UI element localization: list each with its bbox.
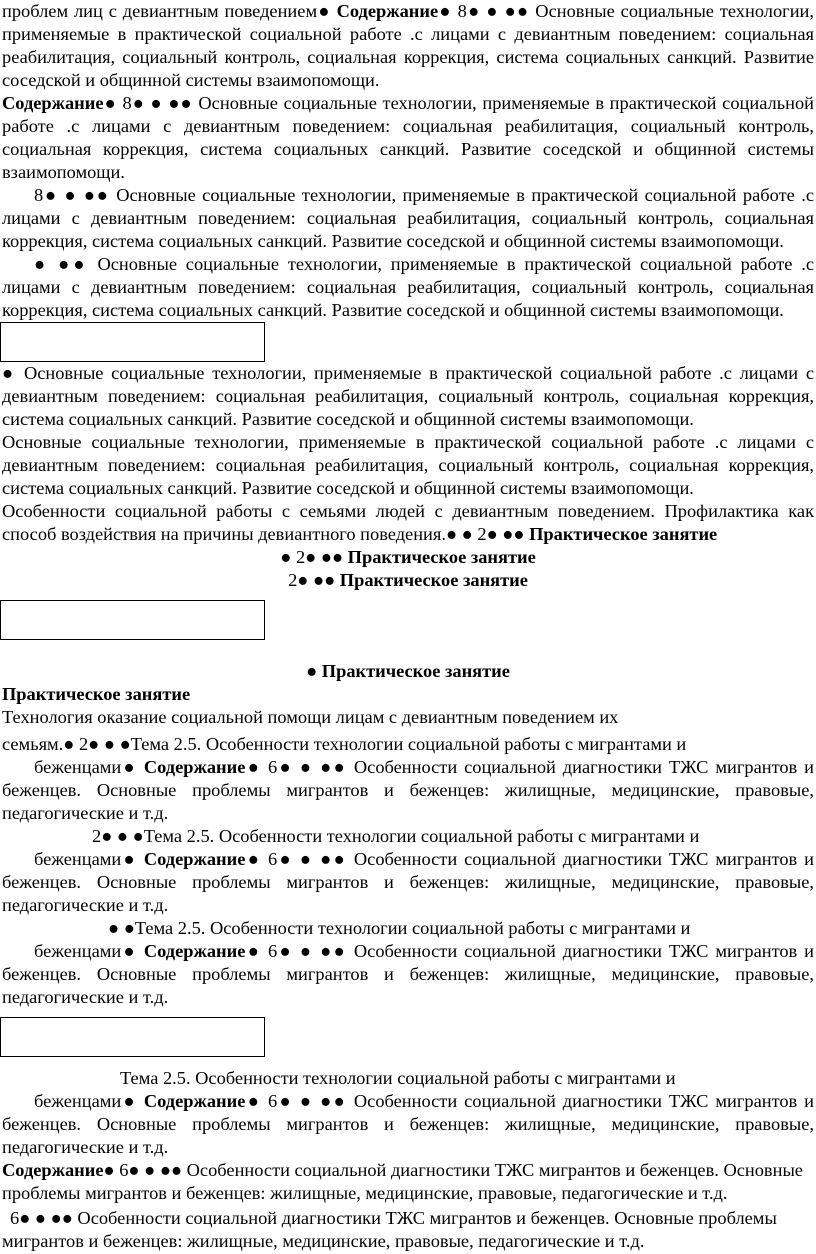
text-run: беженцами● bbox=[34, 757, 144, 777]
paragraph bbox=[0, 756, 816, 825]
paragraph bbox=[0, 1090, 816, 1159]
bold-run: Содержание● bbox=[2, 93, 123, 113]
text-run: беженцами● bbox=[34, 849, 144, 869]
paragraph bbox=[0, 660, 816, 683]
paragraph bbox=[0, 184, 816, 253]
paragraph bbox=[0, 362, 816, 431]
bold-run: Практическое занятие bbox=[339, 570, 528, 590]
text-run: ● 2● ●● bbox=[280, 547, 348, 567]
text-run: Тема 2.5. Особенности технологии социальной работы с мигрантами и bbox=[120, 1068, 676, 1088]
text-run: ● bbox=[306, 661, 322, 681]
paragraph bbox=[0, 683, 816, 706]
paragraph bbox=[0, 1159, 816, 1205]
empty-frame bbox=[0, 600, 265, 640]
bold-run: Содержание● bbox=[143, 941, 269, 961]
text-run: Основные социальные технологии, применяемые в практической социальной работе .с лицами с девиантным поведением: социальная реабилитация, социальный контроль, социальная коррекция, система социальных санкций. Развитие соседской и общинной системы взаимопомощи. bbox=[2, 432, 814, 498]
paragraph bbox=[0, 917, 816, 940]
paragraph bbox=[0, 733, 816, 756]
paragraph bbox=[0, 1067, 816, 1090]
text-run: 6● ● ●● Особенности социальной диагностики ТЖС мигрантов и беженцев. Основные проблемы мигрантов и беженцев: жилищные, медицинские, правовые, педагогические и т.д. bbox=[2, 849, 814, 915]
bold-run: Практическое занятие bbox=[529, 524, 718, 544]
paragraph bbox=[0, 92, 816, 184]
paragraph bbox=[0, 1207, 816, 1253]
paragraph bbox=[0, 500, 816, 546]
text-run: 8● ● ●● Основные социальные технологии, применяемые в практической социальной работе .с лицами с девиантным поведением: социальная реабилитация, социальный контроль, социальная коррекция, система социальных санкций. Развитие соседской и общинной системы взаимопомощи. bbox=[2, 1, 814, 90]
bold-run: Содержание● bbox=[2, 1160, 120, 1180]
text-run: 2● ● ●Тема 2.5. Особенности технологии социальной работы с мигрантами и bbox=[92, 826, 700, 846]
bold-run: Практическое занятие bbox=[321, 661, 510, 681]
paragraph bbox=[0, 0, 816, 92]
text-run: ● ●● Основные социальные технологии, применяемые в практической социальной работе .с лицами с девиантным поведением: социальная реабилитация, социальный контроль, социальная коррекция, система социальных санкций. Развитие соседской и общинной системы взаимопомощи. bbox=[2, 254, 814, 320]
paragraph bbox=[0, 848, 816, 917]
paragraph bbox=[0, 431, 816, 500]
paragraph bbox=[0, 706, 816, 729]
text-run: проблем лиц с девиантным поведением● bbox=[2, 1, 337, 21]
bold-run: Содержание● bbox=[143, 1091, 269, 1111]
paragraph bbox=[0, 253, 816, 322]
text-run: 6● ● ●● Особенности социальной диагностики ТЖС мигрантов и беженцев. Основные проблемы мигрантов и беженцев: жилищные, медицинские, правовые, педагогические и т.д. bbox=[2, 941, 814, 1007]
bold-run: Содержание● bbox=[143, 757, 269, 777]
text-run: 6● ● ●● Особенности социальной диагностики ТЖС мигрантов и беженцев. Основные проблемы мигрантов и беженцев: жилищные, медицинские, правовые, педагогические и т.д. bbox=[2, 1160, 803, 1203]
text-run: ● Основные социальные технологии, применяемые в практической социальной работе .с лицами с девиантным поведением: социальная реабилитация, социальный контроль, социальная коррекция, система социальных санкций. Развитие соседской и общинной системы взаимопомощи. bbox=[2, 363, 814, 429]
text-run: 6● ● ●● Особенности социальной диагностики ТЖС мигрантов и беженцев. Основные проблемы мигрантов и беженцев: жилищные, медицинские, правовые, педагогические и т.д. bbox=[2, 1091, 814, 1157]
bold-run: Содержание● bbox=[143, 849, 269, 869]
text-run: беженцами● bbox=[34, 1091, 144, 1111]
bold-run: Содержание● bbox=[336, 1, 458, 21]
text-run: 6● ● ●● Особенности социальной диагностики ТЖС мигрантов и беженцев. Основные проблемы мигрантов и беженцев: жилищные, медицинские, правовые, педагогические и т.д. bbox=[2, 1208, 777, 1251]
paragraph bbox=[0, 546, 816, 569]
paragraph bbox=[0, 940, 816, 1009]
text-run: Особенности социальной работы с семьями людей с девиантным поведением. Профилактика как способ воздействия на причины девиантного поведения.● ● 2● ●● bbox=[2, 501, 814, 544]
text-run: Технология оказание социальной помощи лицам с девиантным поведением их bbox=[2, 707, 619, 727]
text-run: беженцами● bbox=[34, 941, 144, 961]
text-run: 6● ● ●● Особенности социальной диагностики ТЖС мигрантов и беженцев. Основные проблемы мигрантов и беженцев: жилищные, медицинские, правовые, педагогические и т.д. bbox=[2, 757, 814, 823]
text-run: семьям.● 2● ● ●Тема 2.5. Особенности технологии социальной работы с мигрантами и bbox=[2, 734, 687, 754]
text-run: ● ●Тема 2.5. Особенности технологии социальной работы с мигрантами и bbox=[108, 918, 691, 938]
bold-run: Практическое занятие bbox=[2, 684, 191, 704]
empty-frame bbox=[0, 322, 265, 362]
text-run: 8● ● ●● Основные социальные технологии, применяемые в практической социальной работе .с лицами с девиантным поведением: социальная реабилитация, социальный контроль, социальная коррекция, система социальных санкций. Развитие соседской и общинной системы взаимопомощи. bbox=[2, 185, 814, 251]
text-run: 8● ● ●● Основные социальные технологии, применяемые в практической социальной работе .с лицами с девиантным поведением: социальная реабилитация, социальный контроль, социальная коррекция, система социальных санкций. Развитие соседской и общинной системы взаимопомощи. bbox=[2, 93, 814, 182]
text-run: 2● ●● bbox=[288, 570, 340, 590]
paragraph bbox=[0, 569, 816, 592]
bold-run: Практическое занятие bbox=[347, 547, 536, 567]
paragraph bbox=[0, 825, 816, 848]
empty-frame bbox=[0, 1017, 265, 1057]
